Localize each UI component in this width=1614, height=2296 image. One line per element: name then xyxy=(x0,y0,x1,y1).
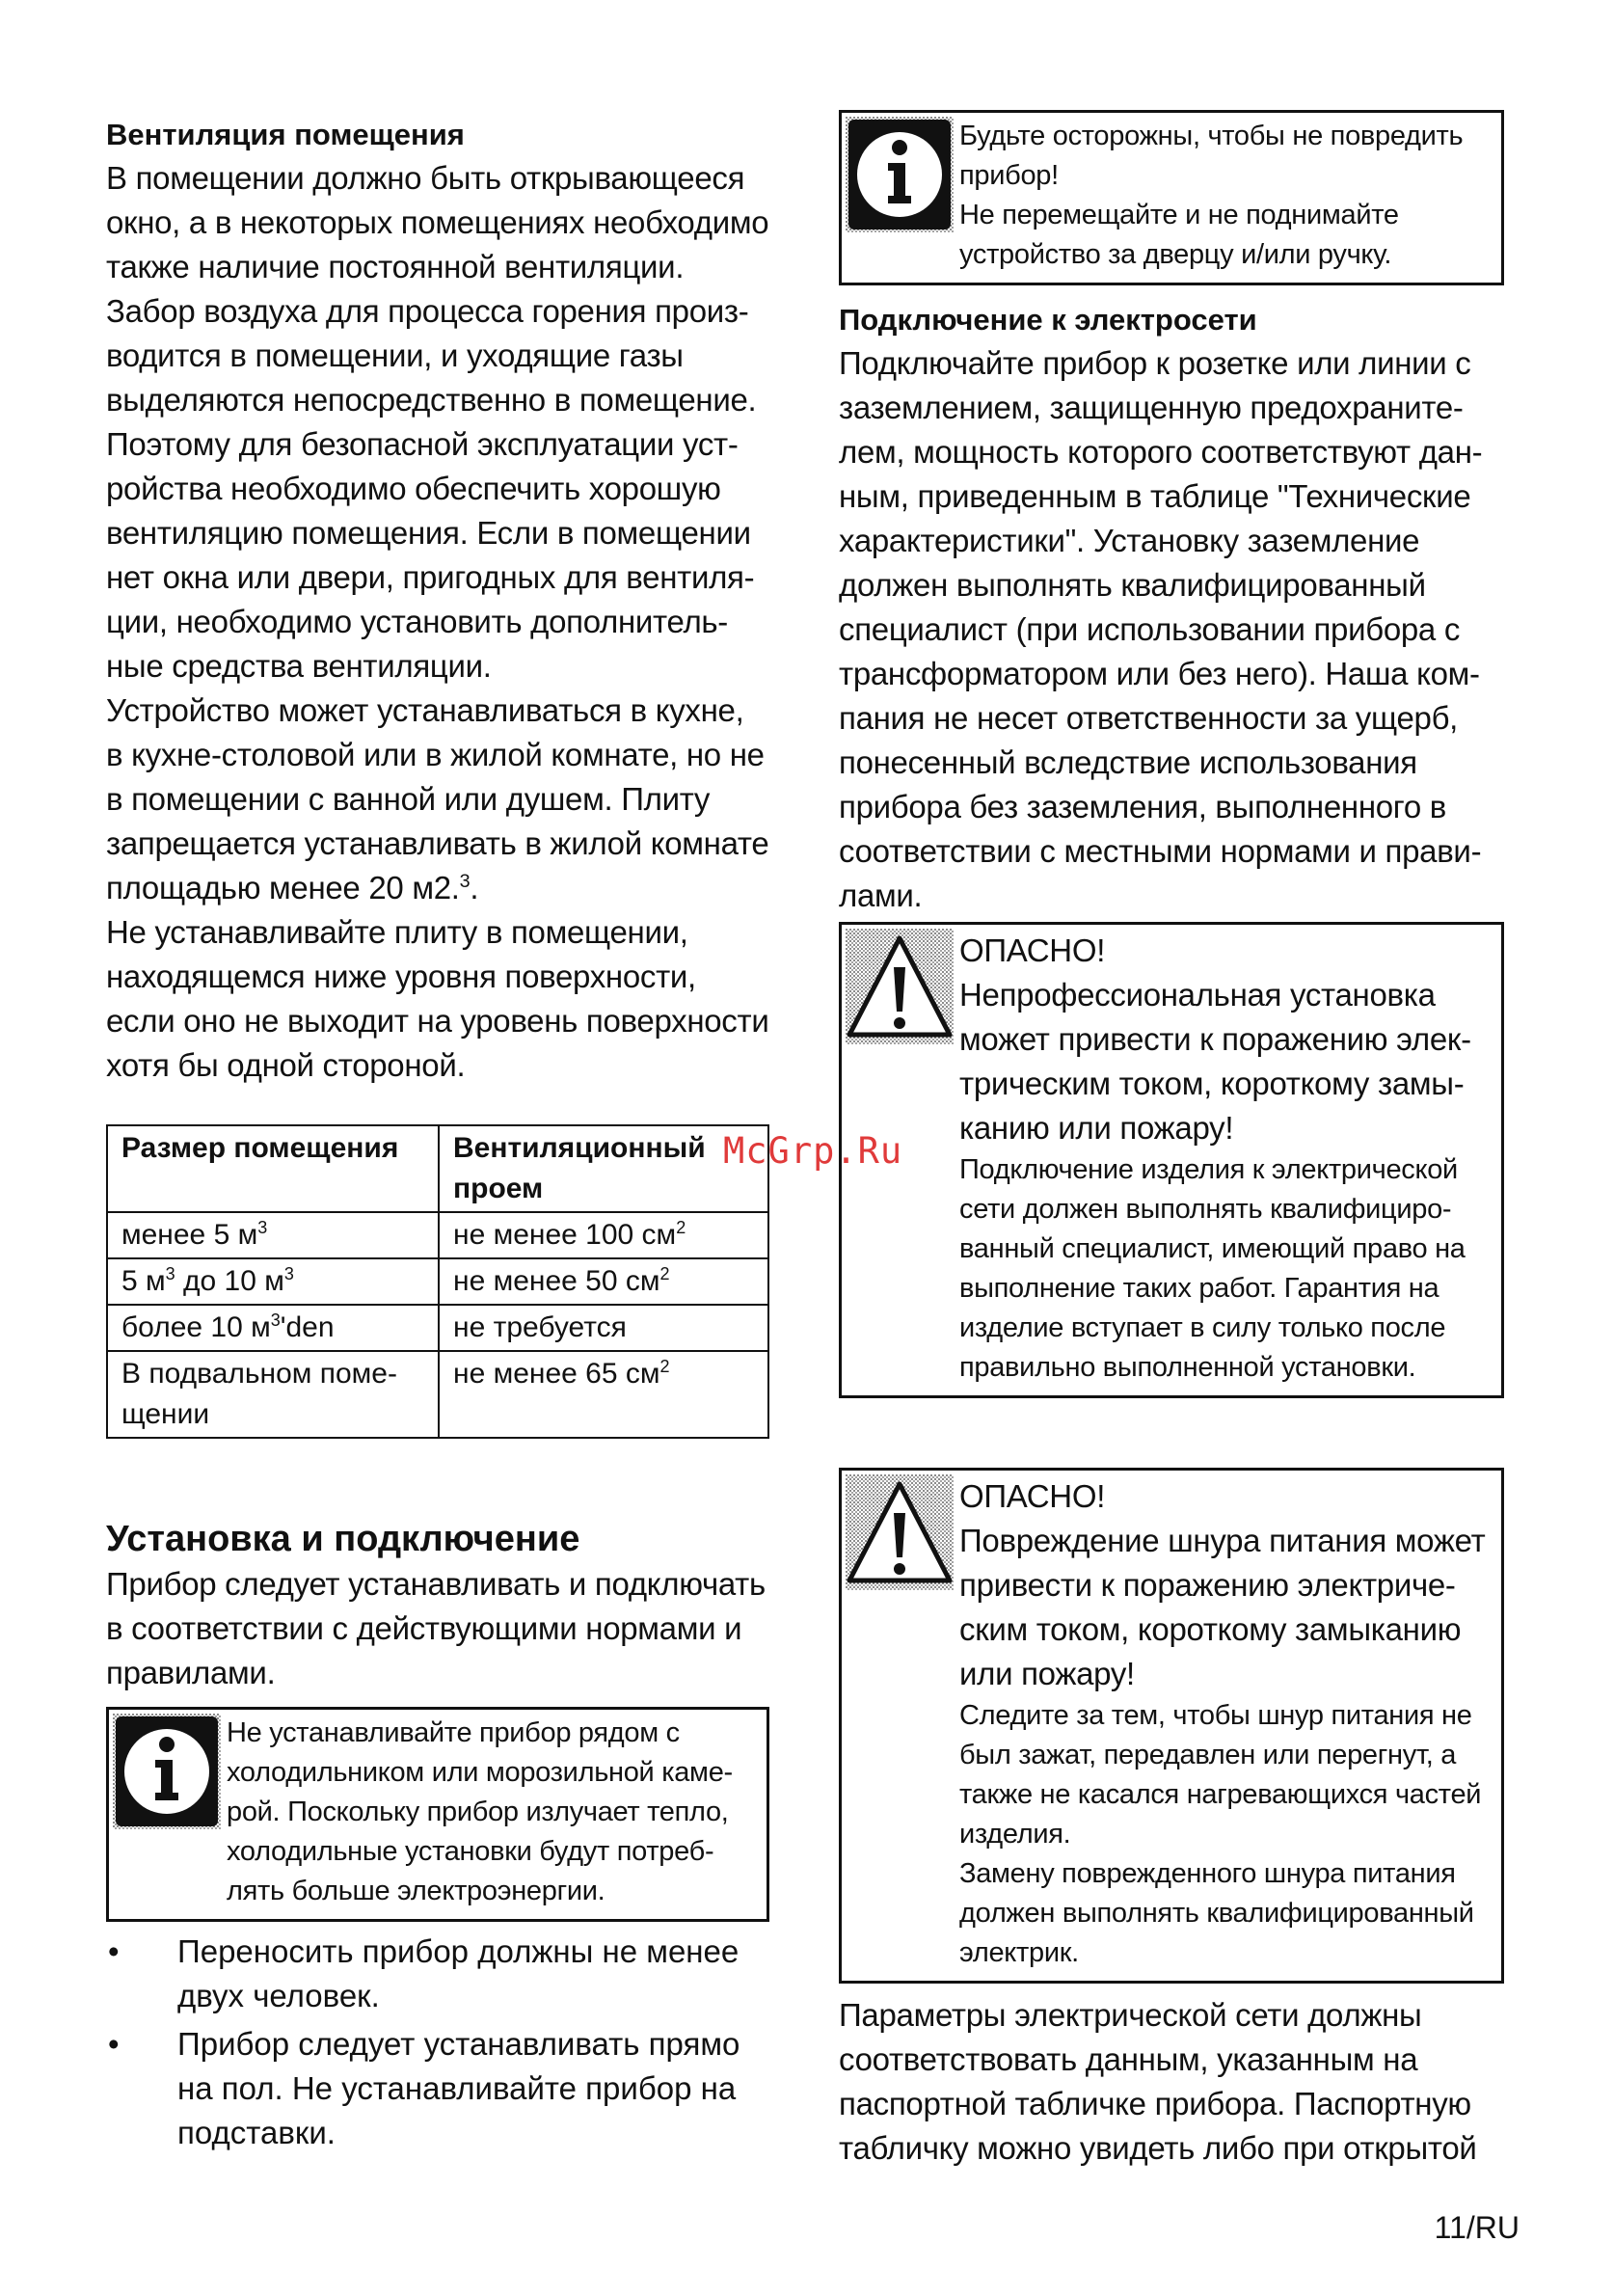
area-line: площадью менее 20 м2.$^3$. xyxy=(106,870,479,905)
table-cell: не менее 100 $см^2$ xyxy=(439,1212,768,1258)
electric-text: Подключайте прибор к розетке или линии с заземлением, защищенную предохраните- лем, мощность которого соответствуют дан- ным, приведенным в таблице "Технические характеристики". Установку заземление должен выполнять квалифицированный специалист (при использовании прибора с трансформатором или без него). Наша ком- пания не несет ответственности за ущерб, понесенный вследствие использования прибора без заземления, выполненного в соответствии с местными нормами и прави- лами. xyxy=(839,345,1483,913)
bullet-icon: • xyxy=(108,1933,120,1969)
info-box-handling xyxy=(839,110,1504,285)
electric-heading: Подключение к электросети xyxy=(839,303,1257,337)
install-text: Прибор следует устанавливать и подключать в соответствии с действующими нормами и правилами. xyxy=(106,1566,766,1690)
table-row xyxy=(107,1258,768,1305)
table-header-vent-opening: Вентиляционный проем xyxy=(439,1125,768,1212)
list-item: • Прибор следует устанавливать прямо на пол. Не устанавливайте прибор на подставки. xyxy=(106,2022,800,2155)
table-cell: не менее 65 $см^2$ xyxy=(439,1351,768,1438)
table-row xyxy=(107,1305,768,1351)
table-cell: менее 5 $м^3$ xyxy=(107,1212,439,1258)
table-cell: более 10 $м^3'den$ xyxy=(107,1305,439,1351)
page-number: 11/RU xyxy=(1434,2210,1520,2245)
bullet-icon: • xyxy=(108,2026,120,2062)
table-cell: не менее 50 $см^2$ xyxy=(439,1258,768,1305)
table-row xyxy=(107,1212,768,1258)
danger-box-installation xyxy=(839,922,1504,1398)
table-cell: В подвальном поме- щении xyxy=(107,1351,439,1438)
danger-box-text: ОПАСНО! Непрофессиональная установка может привести к поражению элек- трическим током, короткому замы- канию или пожару! Подключение изделия к электрической сети должен выполнять квалифициро- ванный специалист, имеющий право на выполнение таких работ. Гарантия на изделие вступает в силу только после правильно выполненной установки. xyxy=(959,932,1471,1383)
install-heading: Установка и подключение xyxy=(106,1519,580,1559)
params-text: Параметры электрической сети должны соответствовать данным, указанным на паспортной табличке прибора. Паспортную табличку можно увидеть либо при открытой xyxy=(839,1997,1477,2166)
list-item: • Переносить прибор должны не менее двух человек. xyxy=(106,1930,800,2018)
warning-icon xyxy=(846,929,954,1044)
left-column xyxy=(106,114,800,2155)
table-header-room-size: Размер помещения xyxy=(107,1125,439,1212)
danger-box-text: ОПАСНО! Повреждение шнура питания может привести к поражению электриче- ским током, короткому замыканию или пожару! Следите за тем, чтобы шнур питания не был зажат, передавлен или перегнут, а также не касался нагревающихся частей изделия. Замену поврежденного шнура питания должен выполнять квалифицированный электрик. xyxy=(959,1478,1486,1968)
info-box-text: Не устанавливайте прибор рядом с холодильником или морозильной каме- рой. Поскольку прибор излучает тепло, холодильные установки будут потреб- лять больше электроэнергии. xyxy=(227,1717,733,1906)
info-icon xyxy=(846,117,954,232)
info-box-text: Будьте осторожны, чтобы не повредить прибор! Не перемещайте и не поднимайте устройство за дверцу и/или ручку. xyxy=(959,121,1464,270)
table-cell: 5 $м^3$ до 10 $м^3$ xyxy=(107,1258,439,1305)
table-cell: не требуется xyxy=(439,1305,768,1351)
ventilation-table xyxy=(106,1124,769,1439)
ventilation-heading: Вентиляция помещения xyxy=(106,118,465,151)
info-icon xyxy=(113,1714,221,1829)
table-row xyxy=(107,1351,768,1438)
watermark: McGrp.Ru xyxy=(723,1130,903,1172)
right-column xyxy=(839,110,1504,2171)
danger-box-cord xyxy=(839,1468,1504,1984)
info-box-fridge xyxy=(106,1707,769,1922)
table-header-row xyxy=(107,1125,768,1212)
ventilation-text: В помещении должно быть открывающееся окно, а в некоторых помещениях необходимо также наличие постоянной вентиляции. Забор воздуха для процесса горения произ- водится в помещении, и уходящие газы выделяются непосредственно в помещение. Поэтому для безопасной эксплуатации уст- ройства необходимо обеспечить хорошую вентиляцию помещения. Если в помещении нет окна или двери, пригодных для вентиля- ции, необходимо установить дополнитель- ные средства вентиляции. Устройство может устанавливаться в кухне, в кухне-столовой или в жилой комнате, но не в помещении с ванной или душем. Плиту запрещается устанавливать в жилой комнате площадью менее 20 м2.$^3$. Не устанавливайте плиту в помещении, находящемся ниже уровня поверхности, если оно не выходит на уровень поверхности хотя бы одной стороной. xyxy=(106,156,800,1088)
warning-icon xyxy=(846,1474,954,1590)
install-bullet-list xyxy=(106,1930,800,2155)
